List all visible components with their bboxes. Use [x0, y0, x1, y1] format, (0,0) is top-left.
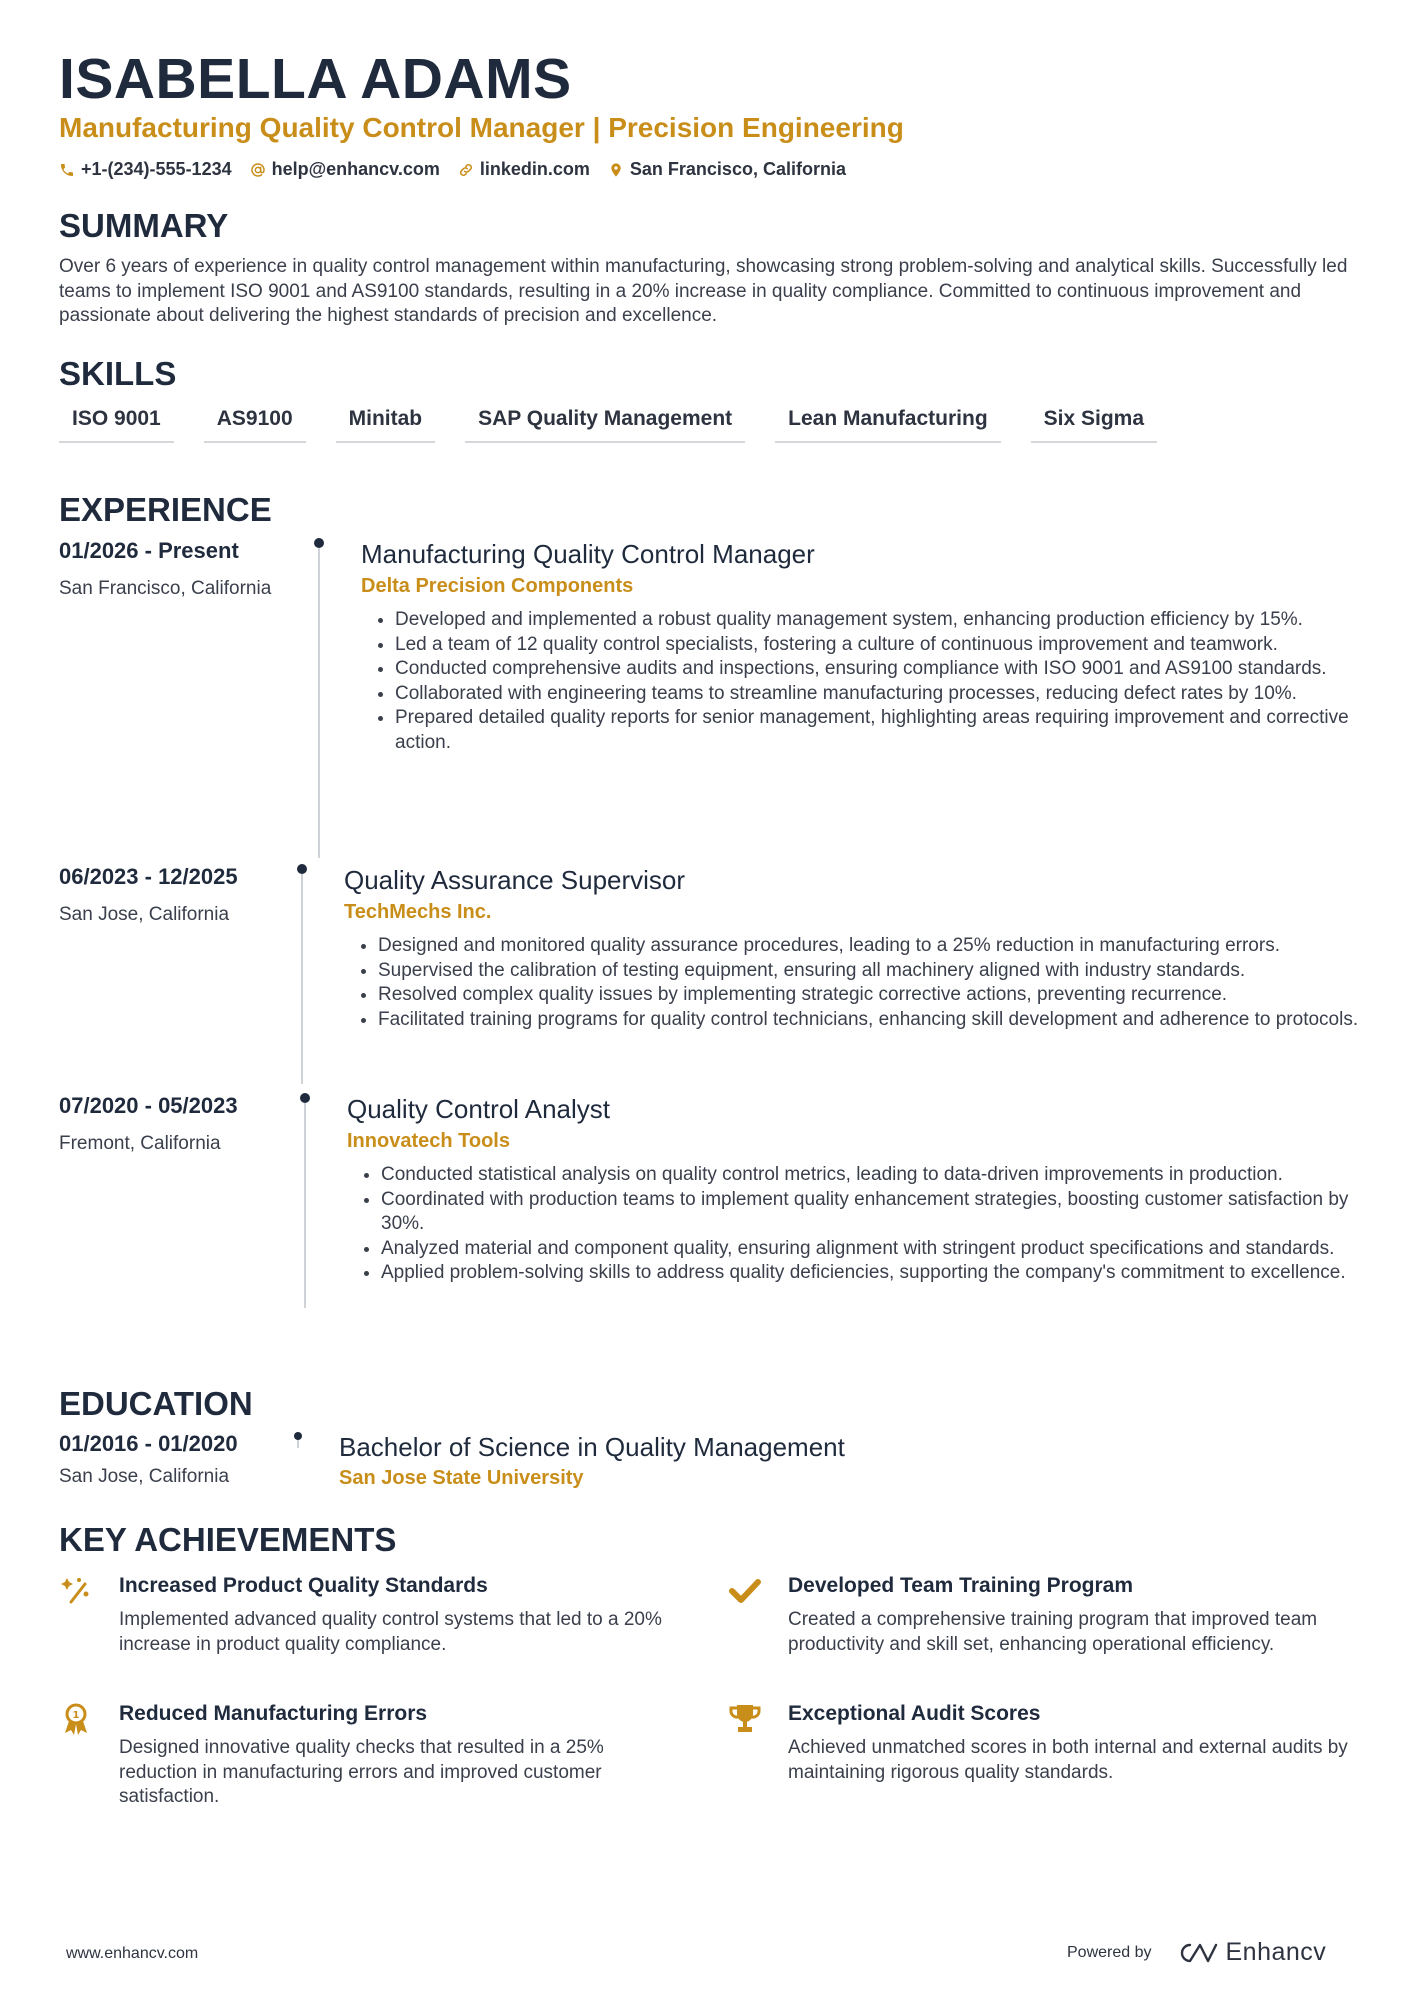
- job-location: San Francisco, California: [59, 578, 272, 599]
- candidate-name: ISABELLA ADAMS: [59, 47, 572, 111]
- achievement-item: [59, 1574, 662, 1674]
- skill-tag: Minitab: [336, 405, 436, 443]
- experience-entry: [59, 864, 1359, 1084]
- powered-by-label: Powered by: [1067, 1943, 1152, 1961]
- timeline-line: [297, 1440, 299, 1448]
- checkmark-icon: [728, 1574, 762, 1608]
- job-dates: 07/2020 - 05/2023: [59, 1093, 238, 1118]
- job-dates: 06/2023 - 12/2025: [59, 864, 238, 889]
- achievement-item: [728, 1574, 1328, 1684]
- achievement-desc: Implemented advanced quality control systems that led to a 20% increase in product quality compliance.: [119, 1609, 662, 1655]
- company-name: Delta Precision Components: [361, 575, 634, 597]
- education-heading: EDUCATION: [59, 1385, 253, 1422]
- bullet-item: • Developed and implemented a robust quality management system, enhancing production efficiency by 15%.: [395, 608, 1395, 633]
- bullet-item: • Prepared detailed quality reports for senior management, highlighting areas requiring improvement and corrective action.: [395, 706, 1395, 755]
- skills-heading: SKILLS: [59, 355, 177, 392]
- achievement-item: [728, 1702, 1348, 1792]
- timeline-line: [301, 874, 303, 1084]
- achievement-title: Reduced Manufacturing Errors: [119, 1702, 428, 1725]
- star-magic-icon: [59, 1574, 93, 1608]
- contact-bar: [59, 159, 846, 180]
- svg-text:1: 1: [72, 1710, 80, 1721]
- timeline-dot: [314, 538, 324, 548]
- bullet-item: • Coordinated with production teams to implement quality enhancement strategies, boosting customer satisfaction by 30%.: [381, 1188, 1381, 1237]
- job-location: San Jose, California: [59, 904, 230, 925]
- bullet-item: • Conducted statistical analysis on quality control metrics, leading to data-driven improvements in production.: [381, 1163, 1381, 1188]
- timeline-dot: [297, 864, 307, 874]
- achievement-title: Increased Product Quality Standards: [119, 1574, 488, 1597]
- achievement-item: [59, 1702, 659, 1812]
- timeline-dot: [294, 1432, 302, 1440]
- summary-text: Over 6 years of experience in quality control management within manufacturing, showcasing strong problem-solving and analytical skills. Successfully led teams to implement ISO 9001 and AS9100 standards, resulting in a 20% increase in quality compliance. Committed to continuous improvement and passionate about delivering the highest standards of precision and excellence.: [59, 256, 1348, 326]
- skill-tag: SAP Quality Management: [465, 405, 745, 443]
- achievements-heading: KEY ACHIEVEMENTS: [59, 1521, 397, 1558]
- education-location: San Jose, California: [59, 1466, 230, 1487]
- enhancv-logo-icon: [1170, 1940, 1218, 1966]
- location-text: San Francisco, California: [629, 159, 846, 179]
- job-bullets: [357, 1163, 1381, 1286]
- enhancv-logo[interactable]: [1170, 1938, 1327, 1967]
- brand-name: Enhancv: [1225, 1938, 1327, 1966]
- company-name: Innovatech Tools: [347, 1130, 510, 1152]
- experience-entry: [59, 1093, 1359, 1308]
- skill-tag: Six Sigma: [1031, 405, 1157, 443]
- link-icon: [458, 162, 474, 178]
- bullet-item: • Collaborated with engineering teams to streamline manufacturing processes, reducing defect rates by 10%.: [395, 682, 1395, 707]
- bullet-item: • Conducted comprehensive audits and inspections, ensuring compliance with ISO 9001 and AS9100 standards.: [395, 657, 1395, 682]
- trophy-icon: [728, 1702, 762, 1736]
- achievement-desc: Designed innovative quality checks that resulted in a 25% reduction in manufacturing errors and improved customer satisfaction.: [119, 1737, 604, 1807]
- award-ribbon-icon: [59, 1702, 93, 1736]
- phone-icon: [59, 162, 75, 178]
- education-entry: [59, 1431, 1359, 1501]
- location-pin-icon: [608, 162, 624, 178]
- skills-list: [59, 405, 1157, 443]
- education-dates: 01/2016 - 01/2020: [59, 1431, 238, 1456]
- job-title: Manufacturing Quality Control Manager: [361, 539, 815, 569]
- achievement-desc: Created a comprehensive training program that improved team productivity and skill set, enhancing operational efficiency.: [788, 1609, 1318, 1655]
- achievement-title: Developed Team Training Program: [788, 1574, 1134, 1597]
- job-location: Fremont, California: [59, 1133, 221, 1154]
- summary-heading: SUMMARY: [59, 207, 229, 244]
- bullet-item: • Resolved complex quality issues by implementing strategic corrective actions, preventing recurrence.: [378, 983, 1398, 1008]
- contact-linkedin[interactable]: [458, 159, 590, 180]
- contact-location: [608, 159, 846, 180]
- bullet-item: • Supervised the calibration of testing equipment, ensuring all machinery aligned with industry standards.: [378, 959, 1398, 984]
- timeline-line: [304, 1103, 306, 1308]
- company-name: TechMechs Inc.: [344, 901, 492, 923]
- job-bullets: [354, 934, 1398, 1032]
- experience-heading: EXPERIENCE: [59, 491, 272, 528]
- degree-title: Bachelor of Science in Quality Management: [339, 1432, 845, 1462]
- timeline-line: [318, 548, 320, 858]
- contact-email[interactable]: [250, 159, 440, 180]
- bullet-item: • Led a team of 12 quality control specialists, fostering a culture of continuous improvement and teamwork.: [395, 633, 1395, 658]
- footer-website[interactable]: www.enhancv.com: [66, 1945, 199, 1962]
- skill-tag: ISO 9001: [59, 405, 174, 443]
- bullet-item: • Designed and monitored quality assurance procedures, leading to a 25% reduction in manufacturing errors.: [378, 934, 1398, 959]
- skill-tag: Lean Manufacturing: [775, 405, 1001, 443]
- bullet-item: • Facilitated training programs for quality control technicians, enhancing skill development and adherence to protocols.: [378, 1008, 1398, 1033]
- job-bullets: [371, 608, 1395, 755]
- job-title: Quality Assurance Supervisor: [344, 865, 686, 895]
- email-text: help@enhancv.com: [271, 159, 440, 179]
- job-dates: 01/2026 - Present: [59, 538, 239, 563]
- timeline-dot: [300, 1093, 310, 1103]
- linkedin-text: linkedin.com: [479, 159, 590, 179]
- experience-entry: [59, 538, 1359, 858]
- at-icon: [250, 162, 266, 178]
- achievement-desc: Achieved unmatched scores in both internal and external audits by maintaining rigorous quality standards.: [788, 1737, 1348, 1783]
- phone-text: +1-(234)-555-1234: [81, 159, 232, 179]
- achievement-title: Exceptional Audit Scores: [788, 1702, 1041, 1725]
- school-name: San Jose State University: [339, 1467, 584, 1489]
- footer-branding: [1067, 1938, 1326, 1967]
- job-title: Quality Control Analyst: [347, 1094, 611, 1124]
- headline: Manufacturing Quality Control Manager | Precision Engineering: [59, 112, 904, 143]
- contact-phone[interactable]: [59, 159, 232, 180]
- bullet-item: • Analyzed material and component quality, ensuring alignment with stringent product specifications and standards.: [381, 1237, 1381, 1262]
- bullet-item: • Applied problem-solving skills to address quality deficiencies, supporting the company's commitment to excellence.: [381, 1261, 1381, 1286]
- skill-tag: AS9100: [204, 405, 306, 443]
